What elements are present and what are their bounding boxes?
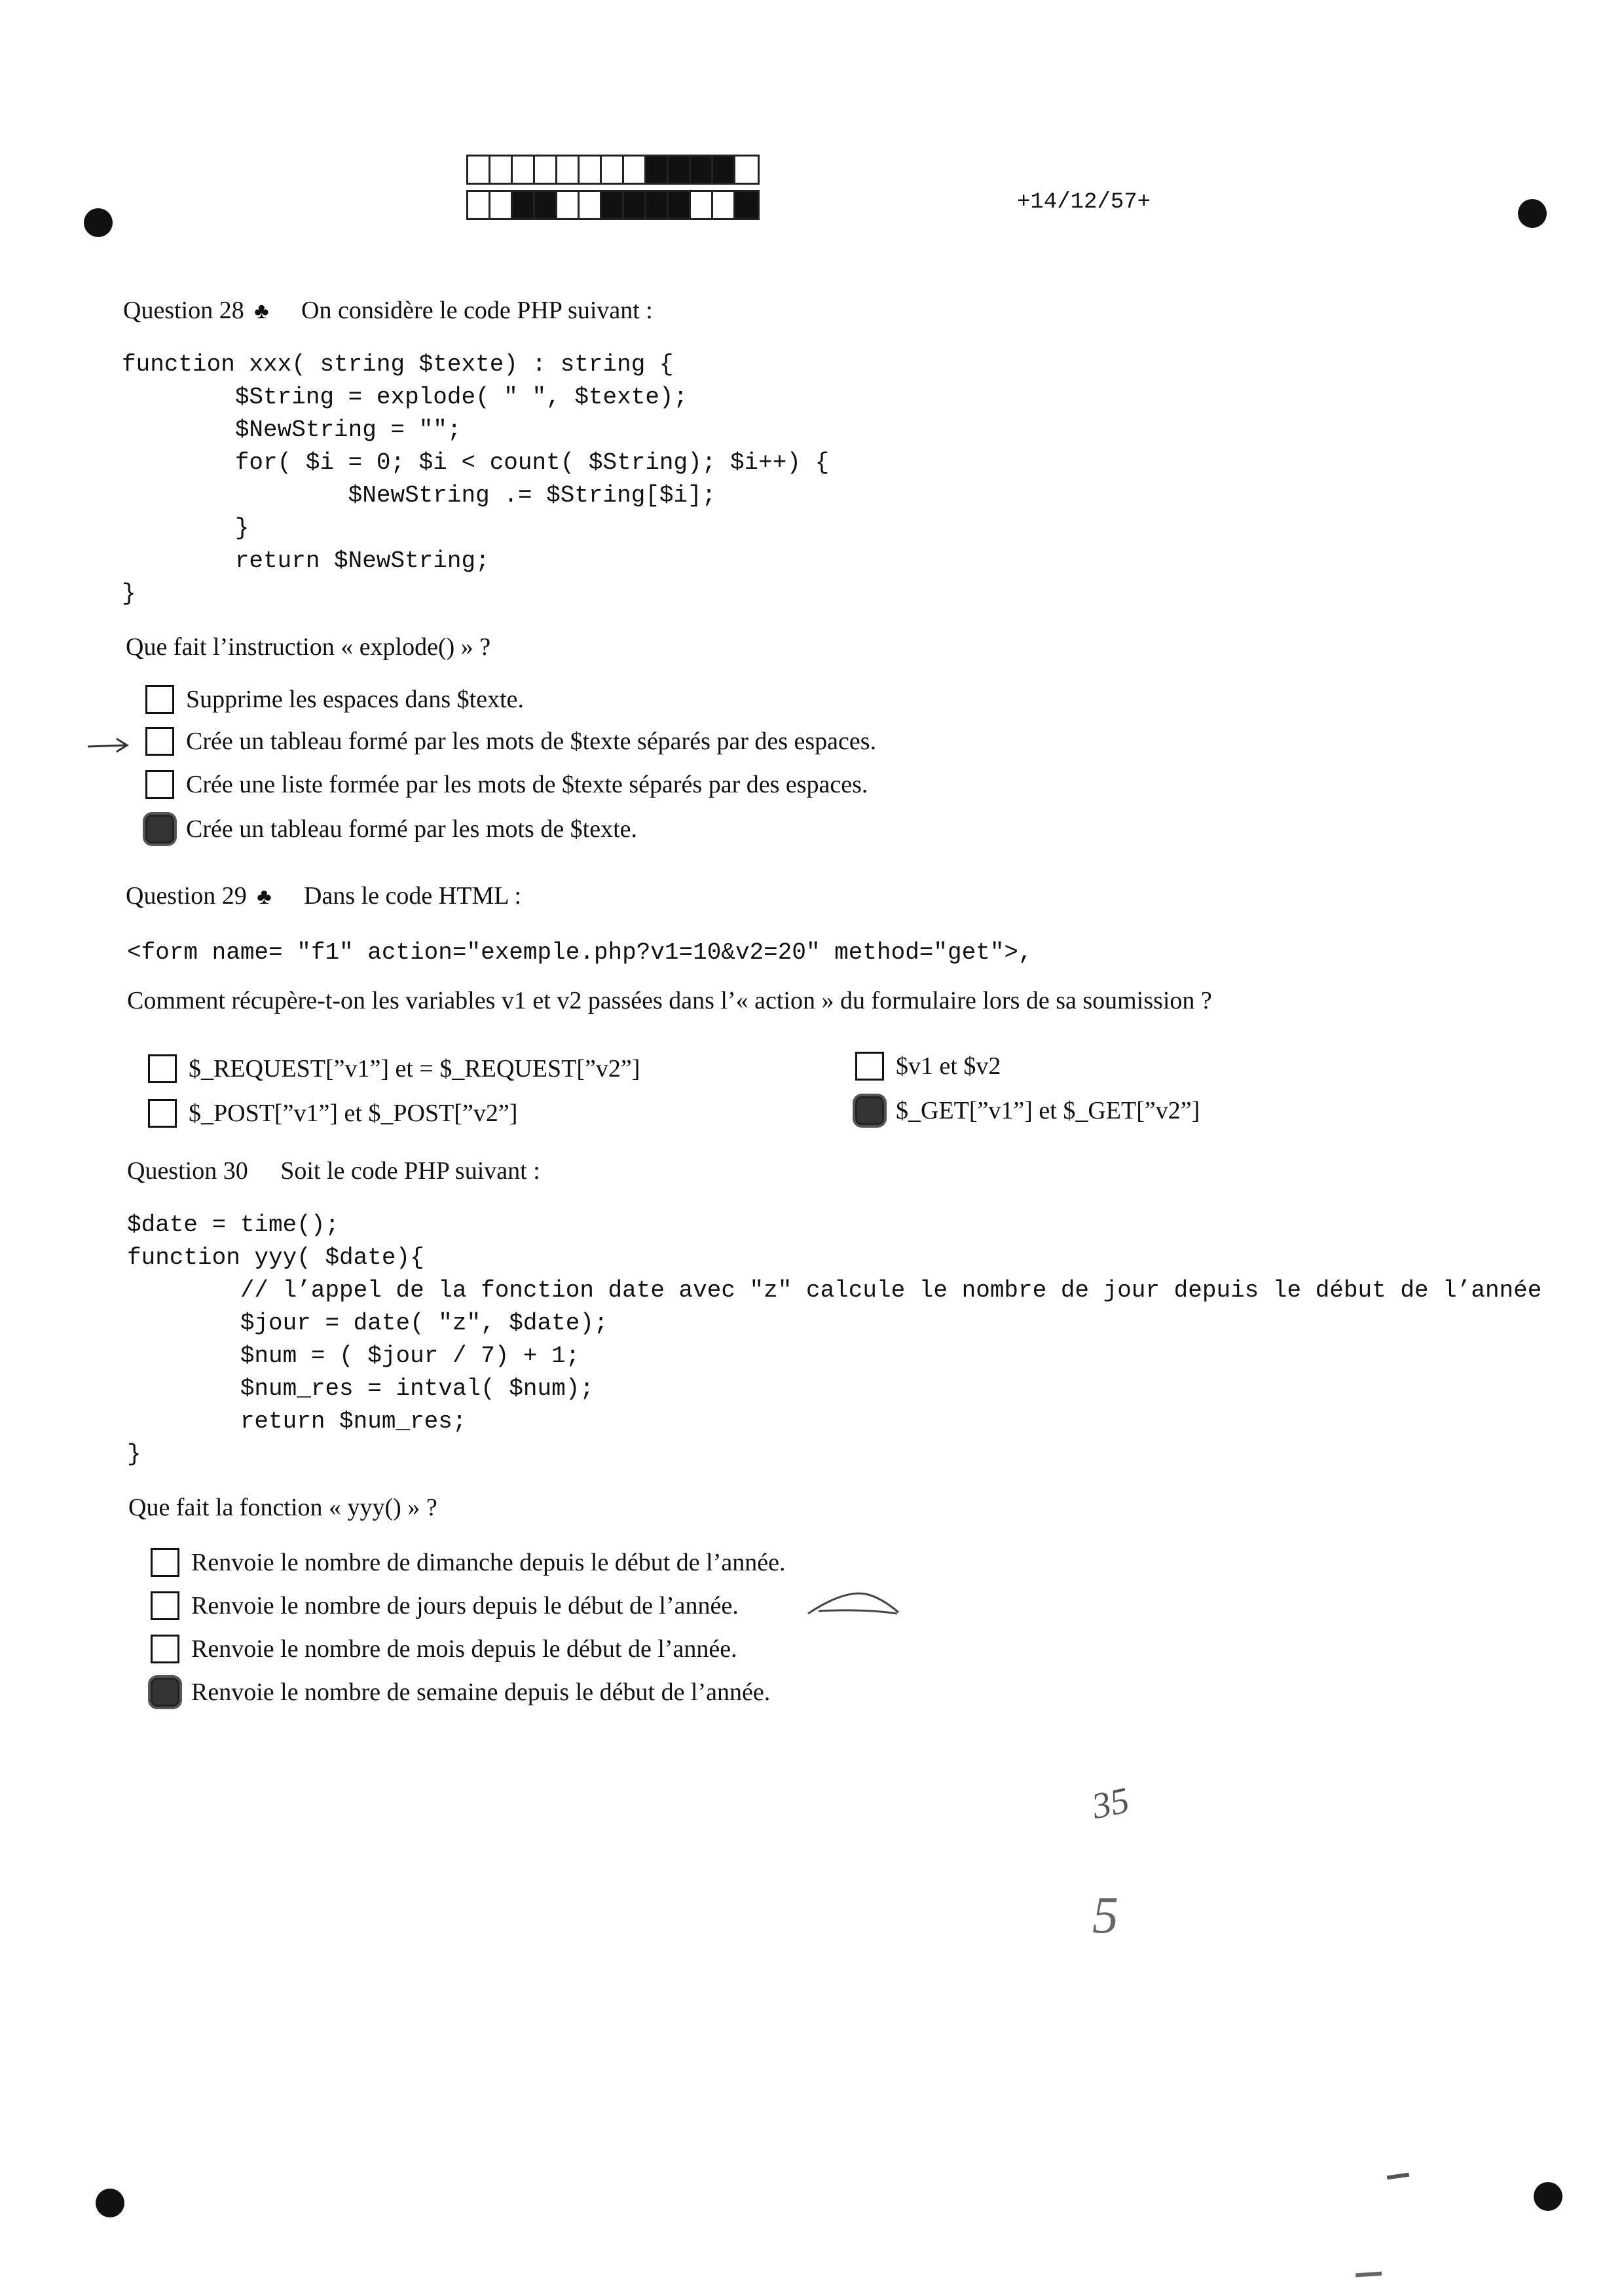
answer-checkbox[interactable]	[145, 727, 174, 756]
answer-option[interactable]	[151, 1591, 739, 1620]
answer-option[interactable]	[148, 1099, 517, 1128]
answer-checkbox[interactable]	[145, 685, 174, 714]
question-28-header	[123, 296, 653, 325]
answer-option[interactable]	[151, 1635, 737, 1663]
answer-text: Renvoie le nombre de jours depuis le début de l’année.	[191, 1592, 739, 1620]
answer-checkbox[interactable]	[855, 1052, 884, 1081]
question-prompt: Comment récupère-t-on les variables v1 et v2 passées dans l’« action » du formulaire lors de sa soumission ?	[127, 987, 1212, 1014]
registration-mark-top-right	[1518, 199, 1547, 228]
answer-text: Renvoie le nombre de dimanche depuis le début de l’année.	[191, 1549, 786, 1576]
answer-text: $_POST[”v1”] et $_POST[”v2”]	[189, 1100, 518, 1127]
question-label: Question 29	[126, 882, 247, 910]
answer-checkbox-filled[interactable]	[151, 1678, 179, 1707]
answer-checkbox[interactable]	[145, 770, 174, 799]
question-intro: On considère le code PHP suivant :	[301, 297, 653, 324]
answer-option[interactable]	[145, 815, 637, 843]
answer-text: Crée un tableau formé par les mots de $texte séparés par des espaces.	[186, 728, 877, 755]
php-code-block: $date = time(); function yyy( $date){ // l’appel de la fonction date avec "z" calcule le nombre de jour depuis le début de l’année $jour = date( "z", $date); $num = ( $jour / 7) + 1; $num_res = intval( $num); return $num_res; }	[127, 1212, 1542, 1468]
answer-text: Renvoie le nombre de mois depuis le début de l’année.	[191, 1635, 737, 1663]
handwritten-score-bottom: 5	[1092, 1887, 1118, 1944]
html-code-line: <form name= "f1" action="exemple.php?v1=10&v2=20" method="get">,	[127, 939, 1033, 966]
answer-option[interactable]	[145, 685, 524, 714]
answer-text: Crée une liste formée par les mots de $texte séparés par des espaces.	[186, 771, 868, 798]
question-prompt: Que fait la fonction « yyy() » ?	[128, 1494, 437, 1521]
answer-text: $_REQUEST[”v1”] et = $_REQUEST[”v2”]	[189, 1055, 640, 1083]
registration-mark-top-left	[84, 208, 113, 237]
question-label: Question 28	[123, 297, 244, 324]
answer-checkbox-filled[interactable]	[145, 815, 174, 843]
answer-text: Supprime les espaces dans $texte.	[186, 686, 525, 713]
answer-text: Renvoie le nombre de semaine depuis le début de l’année.	[191, 1678, 771, 1706]
handwritten-score-top: 35	[1088, 1779, 1133, 1828]
answer-option[interactable]	[148, 1054, 640, 1083]
question-29-header	[126, 881, 521, 910]
handwritten-arrow-mark	[86, 735, 132, 754]
registration-mark-bottom-right	[1534, 2182, 1562, 2211]
answer-checkbox-filled[interactable]	[855, 1096, 884, 1125]
answer-text: $_GET[”v1”] et $_GET[”v2”]	[896, 1097, 1200, 1124]
question-30-header	[127, 1157, 540, 1185]
scan-artifact	[1387, 2173, 1410, 2180]
answer-checkbox[interactable]	[148, 1099, 177, 1128]
barcode-row-1	[466, 155, 760, 185]
answer-option[interactable]	[151, 1678, 770, 1707]
page-code: +14/12/57+	[1017, 190, 1151, 215]
scan-artifact	[1356, 2272, 1382, 2278]
multiple-answer-symbol: ♣	[254, 299, 269, 324]
question-label: Question 30	[127, 1157, 248, 1185]
answer-checkbox[interactable]	[151, 1591, 179, 1620]
question-intro: Dans le code HTML :	[304, 882, 522, 910]
answer-checkbox[interactable]	[151, 1635, 179, 1663]
answer-option[interactable]	[855, 1052, 1001, 1081]
answer-option[interactable]	[855, 1096, 1200, 1125]
answer-option[interactable]	[145, 727, 876, 756]
barcode-row-2	[466, 190, 760, 220]
question-prompt: Que fait l’instruction « explode() » ?	[126, 633, 491, 661]
answer-option[interactable]	[151, 1548, 785, 1577]
registration-mark-bottom-left	[96, 2189, 124, 2217]
answer-text: Crée un tableau formé par les mots de $texte.	[186, 815, 638, 843]
answer-option[interactable]	[145, 770, 868, 799]
multiple-answer-symbol: ♣	[257, 885, 272, 909]
answer-checkbox[interactable]	[151, 1548, 179, 1577]
answer-text: $v1 et $v2	[896, 1052, 1001, 1080]
php-code-block: function xxx( string $texte) : string { $String = explode( " ", $texte); $NewString = ""; for( $i = 0; $i < count( $String); $i++) { $NewString .= $String[$i]; } return $NewString; }	[122, 351, 830, 607]
answer-checkbox[interactable]	[148, 1054, 177, 1083]
handwritten-scribble-mark	[805, 1585, 904, 1624]
question-intro: Soit le code PHP suivant :	[280, 1157, 540, 1185]
